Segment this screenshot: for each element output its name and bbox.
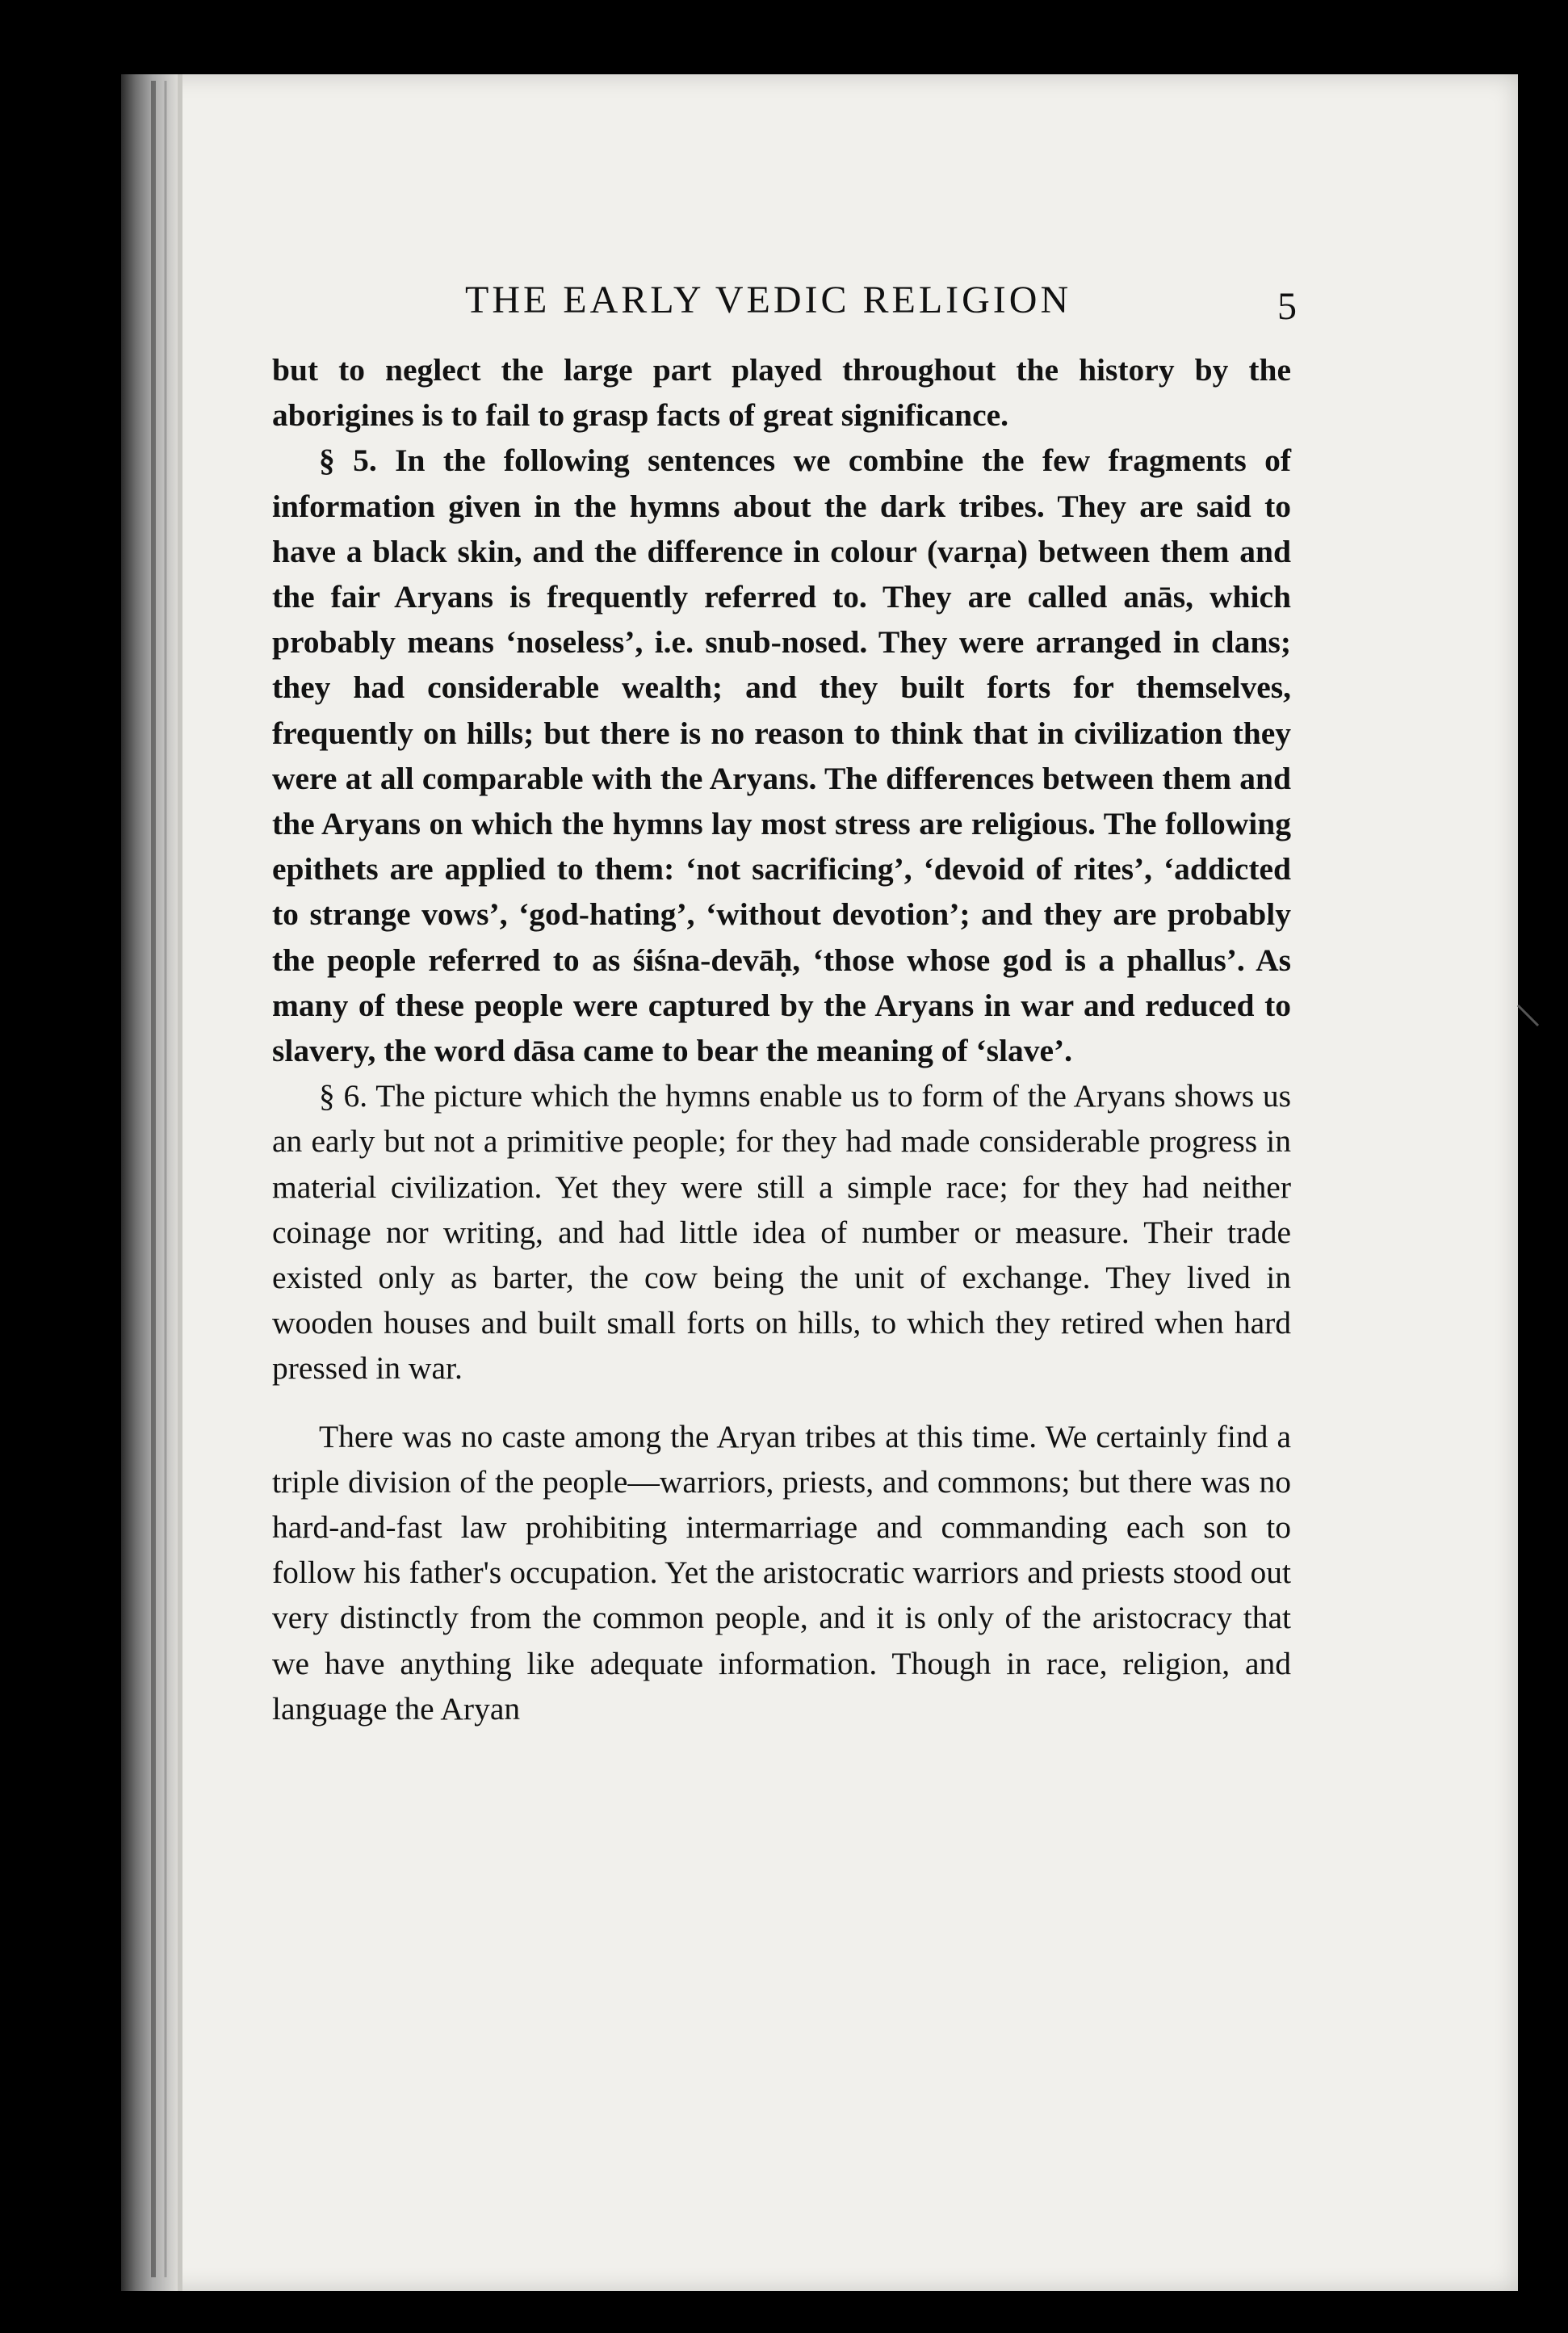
- running-title: THE EARLY VEDIC RELIGION: [465, 279, 1072, 321]
- book-spine-shadow: [121, 74, 178, 2291]
- page-body-text: [272, 347, 1291, 1731]
- edge-scratch-mark: [1518, 1005, 1538, 1026]
- paragraph-caste: There was no caste among the Aryan tribes at this time. We certainly find a triple division of the people—warriors, priests, and commons; but there was no hard-and-fast law prohibiting intermarriage and commanding each son to follow his father's occupation. Yet the aristocratic warriors and priests stood out very distinctly from the common people, and it is only of the aristocracy that we have anything like adequate information. Though in race, religion, and language the Aryan: [272, 1418, 1291, 1727]
- paragraph-section-5: § 5. In the following sentences we combine the few fragments of information given in the hymns about the dark tribes. They are said to have a black skin, and the difference in colour (varṇa) between them and the fair Aryans is frequently referred to. They are called anās, which probably means ‘noseless’, i.e. snub-nosed. They were arranged in clans; they had considerable wealth; and they built forts for themselves, frequently on hills; but there is no reason to think that in civilization they were at all comparable with the Aryans. The differences between them and the Aryans on which the hymns lay most stress are religious. The following epithets are applied to them: ‘not sacrificing’, ‘devoid of rites’, ‘addicted to strange vows’, ‘god-hating’, ‘without devotion’; and they are probably the people referred to as śiśna-devāḥ, ‘those whose god is a phallus’. As many of these people were captured by the Aryans in war and reduced to slavery, the word dāsa came to bear the meaning of ‘slave’.: [272, 443, 1291, 1069]
- page-gutter-edge: [178, 74, 182, 2291]
- paragraph-continuation: but to neglect the large part played throughout the history by the aborigines is to fail to grasp facts of great significance.: [272, 352, 1291, 434]
- page-number: 5: [1277, 285, 1297, 328]
- paragraph-section-6: § 6. The picture which the hymns enable us to form of the Aryans shows us an early but not a primitive people; for they had made considerable progress in material civilization. Yet they were still a simple race; for they had neither coinage nor writing, and had little idea of number or measure. Their trade existed only as barter, the cow being the unit of exchange. They lived in wooden houses and built small forts on hills, to which they retired when hard pressed in war.: [272, 1078, 1291, 1387]
- page-header: [304, 266, 1313, 339]
